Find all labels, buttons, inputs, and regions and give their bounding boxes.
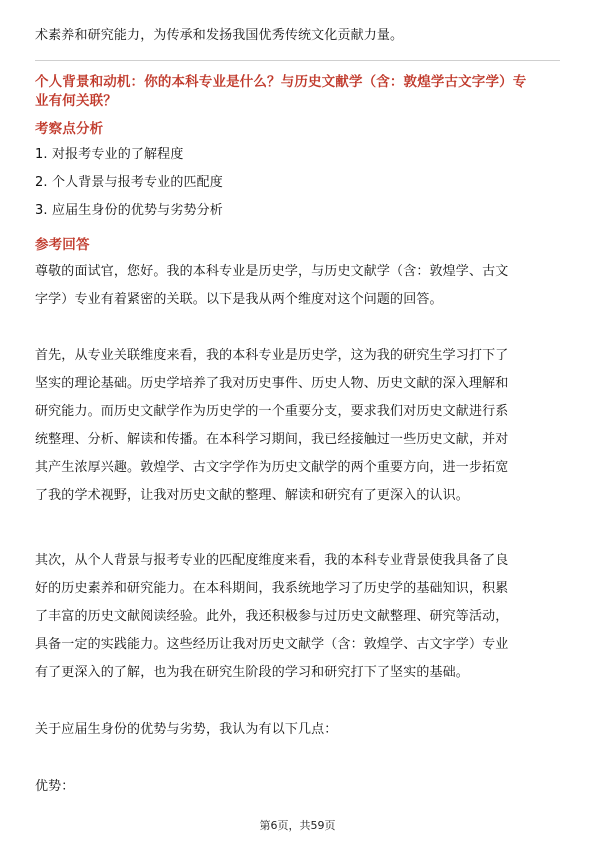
analysis-heading: 考察点分析 — [35, 121, 104, 137]
page-footer: 第6页，共59页 — [259, 819, 336, 832]
answer-p4-text: 关于应届生身份的优势与劣势，我认为有以下几点： — [35, 722, 338, 737]
analysis-point: 1. 对报考专业的了解程度 — [35, 147, 184, 162]
question-line-2: 业有何关联？ — [35, 93, 117, 109]
answer-p5-text: 优势： — [35, 779, 75, 794]
intro-tail-text: 术素养和研究能力，为传承和发扬我国优秀传统文化贡献力量。 — [35, 28, 404, 43]
analysis-point: 3. 应届生身份的优势与劣势分析 — [35, 203, 223, 218]
answer-p1-line: 字学）专业有着紧密的关联。以下是我从两个维度对这个问题的回答。 — [35, 292, 443, 307]
answer-p3-line: 了丰富的历史文献阅读经验。此外，我还积极参与过历史文献整理、研究等活动， — [35, 609, 509, 624]
answer-p3-line: 有了更深入的了解，也为我在研究生阶段的学习和研究打下了坚实的基础。 — [35, 665, 469, 680]
answer-p1-line: 尊敬的面试官，您好。我的本科专业是历史学，与历史文献学（含：敦煌学、古文 — [35, 264, 509, 279]
answer-p3-line: 好的历史素养和研究能力。在本科期间，我系统地学习了历史学的基础知识，积累 — [35, 581, 509, 596]
answer-p2-line: 研究能力。而历史文献学作为历史学的一个重要分支，要求我们对历史文献进行系 — [35, 404, 509, 419]
answer-p2-line: 坚实的理论基础。历史学培养了我对历史事件、历史人物、历史文献的深入理解和 — [35, 376, 509, 391]
answer-heading: 参考回答 — [35, 237, 90, 253]
answer-p3-line: 具备一定的实践能力。这些经历让我对历史文献学（含：敦煌学、古文字学）专业 — [35, 637, 509, 652]
section-divider — [35, 60, 560, 61]
answer-p2-line: 其产生浓厚兴趣。敦煌学、古文字学作为历史文献学的两个重要方向，进一步拓宽 — [35, 460, 509, 475]
answer-p2-line: 了我的学术视野，让我对历史文献的整理、解读和研究有了更深入的认识。 — [35, 488, 469, 503]
analysis-point: 2. 个人背景与报考专业的匹配度 — [35, 175, 223, 190]
answer-p2-line: 统整理、分析、解读和传播。在本科学习期间，我已经接触过一些历史文献，并对 — [35, 432, 509, 447]
question-line-1: 个人背景和动机：你的本科专业是什么？与历史文献学（含：敦煌学古文字学）专 — [35, 74, 527, 90]
answer-p2-line: 首先，从专业关联维度来看，我的本科专业是历史学，这为我的研究生学习打下了 — [35, 348, 509, 363]
answer-p3-line: 其次，从个人背景与报考专业的匹配度维度来看，我的本科专业背景使我具备了良 — [35, 553, 509, 568]
